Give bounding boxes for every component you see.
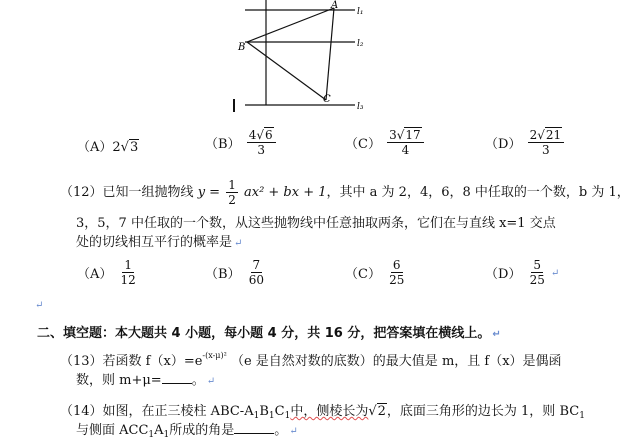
- segment-ac: [326, 8, 334, 100]
- q12-option-d: （D） $\frac{5}{25}$ ↵: [485, 258, 560, 287]
- point-c-label: C: [323, 94, 331, 105]
- q14-line2: 与侧面 $ACC_1A_1$所成的角是 。 ↵: [76, 423, 298, 440]
- q11-option-c: （C） $\frac{3√17}{4}$: [345, 128, 426, 157]
- q14-line1: （14）如图，在正三棱柱 ABC-$A_1B_1C_1$中，侧棱长为√2，底面三角形的边长为 1，则 $BC_1$: [60, 404, 585, 421]
- q11-option-d: （D） $\frac{2√21}{3}$: [485, 128, 566, 157]
- segment-bc: [247, 42, 326, 100]
- point-a-label: A: [331, 0, 339, 11]
- line-l1-label: l₁: [357, 7, 364, 17]
- q13-line2: 数，则 m+μ= 。 ↵: [76, 373, 216, 388]
- q11-option-a: （A）2√3: [77, 140, 139, 155]
- geometry-figure: [225, 0, 375, 115]
- section2-heading: 二、填空题：本大题共 4 小题，每小题 4 分，共 16 分，把答案填在横线上。 ↵: [37, 326, 501, 341]
- q12-line1: （12）已知一组抛物线 y = $\frac{1}{2}$ ax² + bx + 1，其中 a 为 2，4，6，8 中任取的一个数，b 为 1，: [60, 178, 630, 207]
- line-l3-label: l₃: [357, 102, 364, 112]
- q12-line2: 3，5，7 中任取的一个数，从这些抛物线中任意抽取两条，它们在与直线 x=1 交点: [76, 216, 556, 231]
- point-b-label: B: [238, 42, 246, 53]
- q12-option-c: （C） $\frac{6}{25}$: [345, 258, 405, 287]
- q13-answer-blank[interactable]: [162, 383, 192, 384]
- q12-option-b: （B） $\frac{7}{60}$: [205, 258, 264, 287]
- q14-answer-blank[interactable]: [234, 433, 274, 434]
- paragraph-mark: ↵: [35, 300, 44, 311]
- segment-ab: [247, 8, 334, 42]
- q11-option-b: （B） $\frac{4√6}{3}$: [205, 128, 278, 157]
- line-l2-label: l₂: [357, 39, 364, 49]
- q13-line1: （13）若函数 $f(x)=e^{-(x-\mu)^2}$ （e 是自然对数的底数）的最大值是 m，且 f（x）是偶函: [60, 351, 562, 369]
- q12-option-a: （A） $\frac{1}{12}$: [77, 258, 136, 287]
- q12-line3: 处的切线相互平行的概率是 ↵: [76, 235, 243, 250]
